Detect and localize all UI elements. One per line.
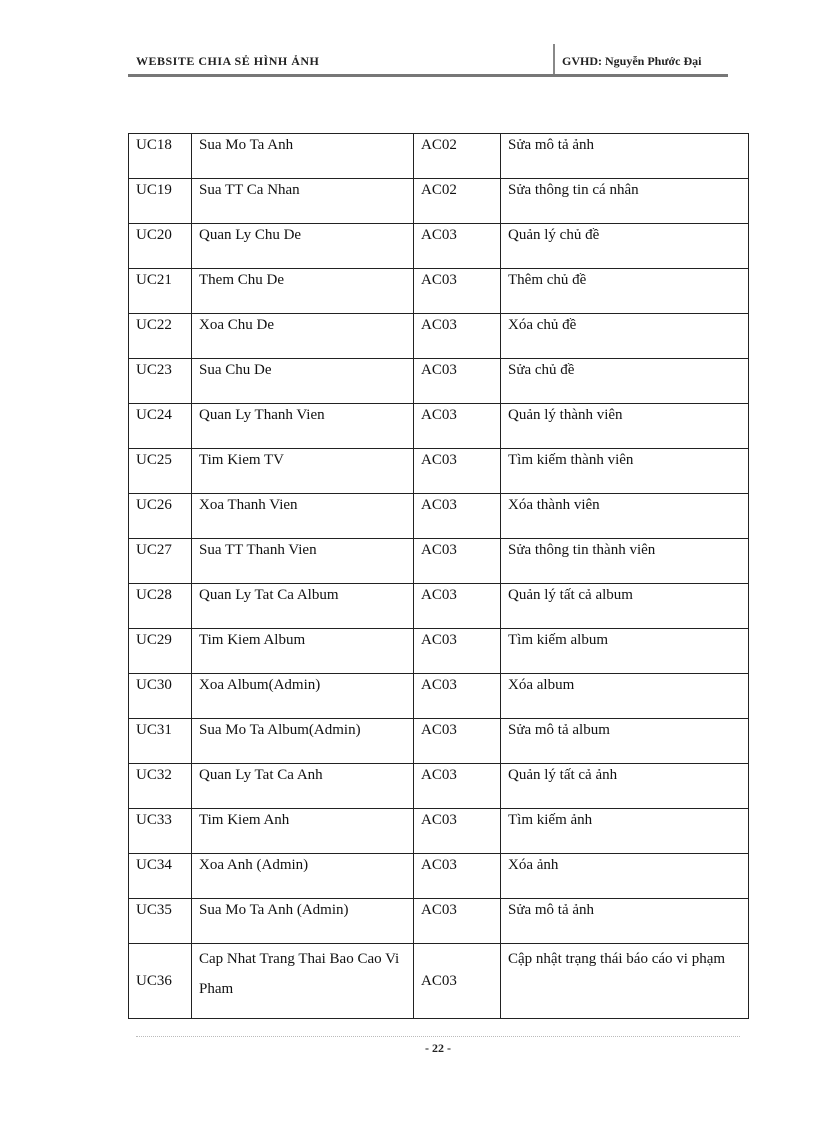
actor-id-cell: AC03 [414,359,501,404]
description-cell: Sửa thông tin cá nhân [501,179,749,224]
actor-id-cell: AC03 [414,854,501,899]
actor-id-cell: AC03 [414,449,501,494]
use-case-id-cell: UC24 [129,404,192,449]
use-case-name-cell: Tim Kiem Anh [192,809,414,854]
use-case-name-cell: Xoa Chu De [192,314,414,359]
actor-id-cell: AC03 [414,764,501,809]
table-row [129,539,749,584]
actor-id-cell: AC03 [414,944,501,1019]
actor-id-cell: AC03 [414,269,501,314]
table-row [129,134,749,179]
supervisor-label: GVHD: Nguyễn Phước Đại [562,54,702,68]
use-case-table [128,133,749,1019]
use-case-id-cell: UC25 [129,449,192,494]
actor-id-cell: AC03 [414,629,501,674]
use-case-id-cell: UC22 [129,314,192,359]
use-case-id-cell: UC35 [129,899,192,944]
table-row [129,854,749,899]
description-cell: Tìm kiếm ảnh [501,809,749,854]
use-case-id-cell: UC34 [129,854,192,899]
use-case-id-cell: UC19 [129,179,192,224]
page-number: - 22 - [425,1041,451,1055]
description-cell: Cập nhật trạng thái báo cáo vi phạm [501,944,749,1019]
description-cell: Sửa mô tả ảnh [501,899,749,944]
use-case-id-cell: UC36 [129,944,192,1019]
use-case-name-cell: Sua Mo Ta Anh [192,134,414,179]
description-cell: Quản lý chủ đề [501,224,749,269]
description-cell: Xóa album [501,674,749,719]
use-case-name-cell: Tim Kiem TV [192,449,414,494]
page-header [128,44,728,76]
table-row [129,719,749,764]
table-row [129,674,749,719]
use-case-id-cell: UC33 [129,809,192,854]
description-cell: Xóa thành viên [501,494,749,539]
table-row [129,314,749,359]
use-case-name-cell: Sua Chu De [192,359,414,404]
use-case-id-cell: UC27 [129,539,192,584]
table-row [129,404,749,449]
description-cell: Sửa chủ đề [501,359,749,404]
use-case-id-cell: UC31 [129,719,192,764]
description-cell: Thêm chủ đề [501,269,749,314]
description-cell: Quản lý tất cả ảnh [501,764,749,809]
table-row [129,179,749,224]
use-case-name-cell: Xoa Anh (Admin) [192,854,414,899]
use-case-id-cell: UC18 [129,134,192,179]
use-case-name-cell: Quan Ly Chu De [192,224,414,269]
table-row [129,584,749,629]
document-title: WEBSITE CHIA SẺ HÌNH ẢNH [136,54,320,68]
use-case-name-cell: Xoa Album(Admin) [192,674,414,719]
description-cell: Xóa chủ đề [501,314,749,359]
use-case-id-cell: UC23 [129,359,192,404]
actor-id-cell: AC03 [414,899,501,944]
table-row [129,494,749,539]
actor-id-cell: AC02 [414,179,501,224]
use-case-name-cell: Quan Ly Thanh Vien [192,404,414,449]
description-cell: Quản lý tất cả album [501,584,749,629]
table-row [129,449,749,494]
table-row [129,224,749,269]
use-case-id-cell: UC30 [129,674,192,719]
description-cell: Tìm kiếm thành viên [501,449,749,494]
use-case-id-cell: UC26 [129,494,192,539]
description-cell: Sửa mô tả album [501,719,749,764]
footer-rule [136,1036,740,1037]
actor-id-cell: AC03 [414,494,501,539]
description-cell: Quản lý thành viên [501,404,749,449]
table-row [129,269,749,314]
use-case-name-cell: Quan Ly Tat Ca Anh [192,764,414,809]
use-case-id-cell: UC20 [129,224,192,269]
actor-id-cell: AC03 [414,224,501,269]
use-case-name-cell: Quan Ly Tat Ca Album [192,584,414,629]
actor-id-cell: AC03 [414,539,501,584]
use-case-name-cell: Sua TT Ca Nhan [192,179,414,224]
actor-id-cell: AC03 [414,314,501,359]
actor-id-cell: AC03 [414,404,501,449]
use-case-name-cell: Sua Mo Ta Anh (Admin) [192,899,414,944]
actor-id-cell: AC02 [414,134,501,179]
actor-id-cell: AC03 [414,674,501,719]
use-case-id-cell: UC28 [129,584,192,629]
table-row [129,944,749,1019]
use-case-name-cell: Xoa Thanh Vien [192,494,414,539]
actor-id-cell: AC03 [414,809,501,854]
use-case-id-cell: UC21 [129,269,192,314]
description-cell: Sửa thông tin thành viên [501,539,749,584]
description-cell: Sửa mô tả ảnh [501,134,749,179]
table-row [129,809,749,854]
header-divider [553,44,555,74]
actor-id-cell: AC03 [414,584,501,629]
table-row [129,629,749,674]
use-case-name-cell: Sua TT Thanh Vien [192,539,414,584]
table-row [129,764,749,809]
actor-id-cell: AC03 [414,719,501,764]
table-row [129,359,749,404]
table-row [129,899,749,944]
use-case-name-cell: Them Chu De [192,269,414,314]
use-case-name-cell: Tim Kiem Album [192,629,414,674]
description-cell: Xóa ảnh [501,854,749,899]
use-case-id-cell: UC29 [129,629,192,674]
use-case-name-cell: Sua Mo Ta Album(Admin) [192,719,414,764]
header-rule [128,74,728,77]
description-cell: Tìm kiếm album [501,629,749,674]
use-case-name-cell: Cap Nhat Trang Thai Bao Cao Vi Pham [192,944,414,1019]
use-case-id-cell: UC32 [129,764,192,809]
